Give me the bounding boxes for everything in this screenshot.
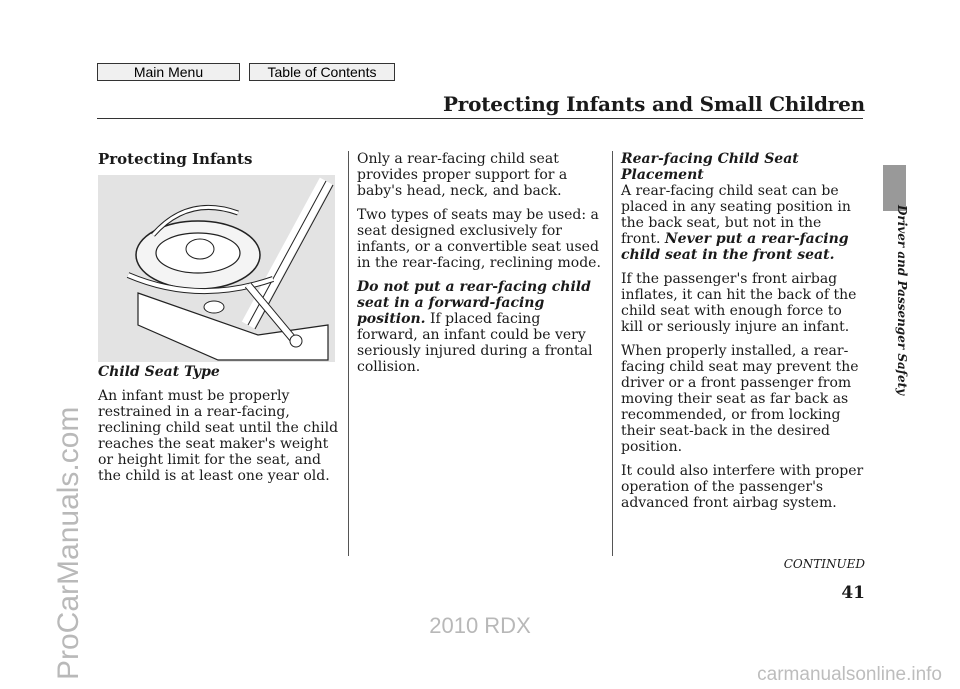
column-divider: [612, 151, 613, 556]
warning-text: Never put a rear-facing child seat in the front seat.: [621, 231, 849, 263]
subheading-child-seat-type: Child Seat Type: [98, 364, 220, 380]
placement-paragraph: [621, 183, 864, 263]
subheading-placement: Rear-facing Child Seat Placement: [621, 151, 799, 183]
model-label: 2010 RDX: [429, 613, 531, 638]
warning-text: Do not put a rear-facing child seat in a forward-facing position.: [357, 279, 591, 327]
paragraph: Only a rear-facing child seat provides proper support for a baby's head, neck, and back.: [357, 151, 568, 199]
column-1: [98, 151, 341, 492]
infant-seat-illustration: [98, 175, 335, 362]
watermark-bottom: carmanualsonline.info: [757, 664, 942, 685]
child-seat-type-text: An infant must be properly restrained in a rear-facing, reclining child seat until the child reaches the seat maker's weight or height limit for the seat, and the child is at least one year old.: [98, 388, 339, 484]
main-menu-button[interactable]: Main Menu: [97, 63, 240, 81]
continued-label: CONTINUED: [783, 557, 865, 571]
paragraph-text: If placed facing forward, an infant could be very seriously injured during a frontal collision.: [357, 311, 593, 375]
paragraph: When properly installed, a rear-facing child seat may prevent the driver or a front passenger from moving their seat as far back as recommended, or from locking their seat-back in the desired position.: [621, 343, 859, 455]
paragraph: It could also interfere with proper operation of the passenger's advanced front airbag system.: [621, 463, 864, 511]
paragraph: If the passenger's front airbag inflates, it can hit the back of the child seat with enough force to kill or seriously injure an infant.: [621, 271, 857, 335]
column-3: [621, 151, 864, 519]
table-of-contents-button[interactable]: Table of Contents: [249, 63, 395, 81]
watermark-left: ProCarManuals.com: [52, 406, 85, 680]
warning-paragraph: [357, 279, 604, 375]
section-heading: Protecting Infants: [98, 150, 253, 168]
section-tab-label: Driver and Passenger Safety: [895, 205, 909, 396]
column-2: [357, 151, 604, 383]
title-divider: [97, 118, 863, 119]
page-title: Protecting Infants and Small Children: [442, 92, 865, 116]
column-divider: [348, 151, 349, 556]
paragraph-text: A rear-facing child seat can be placed in any seating position in the back seat, but not in the front.: [621, 183, 851, 247]
paragraph: Two types of seats may be used: a seat designed exclusively for infants, or a convertible seat used in the rear-facing, reclining mode.: [357, 207, 601, 271]
page-number: 41: [841, 583, 865, 603]
